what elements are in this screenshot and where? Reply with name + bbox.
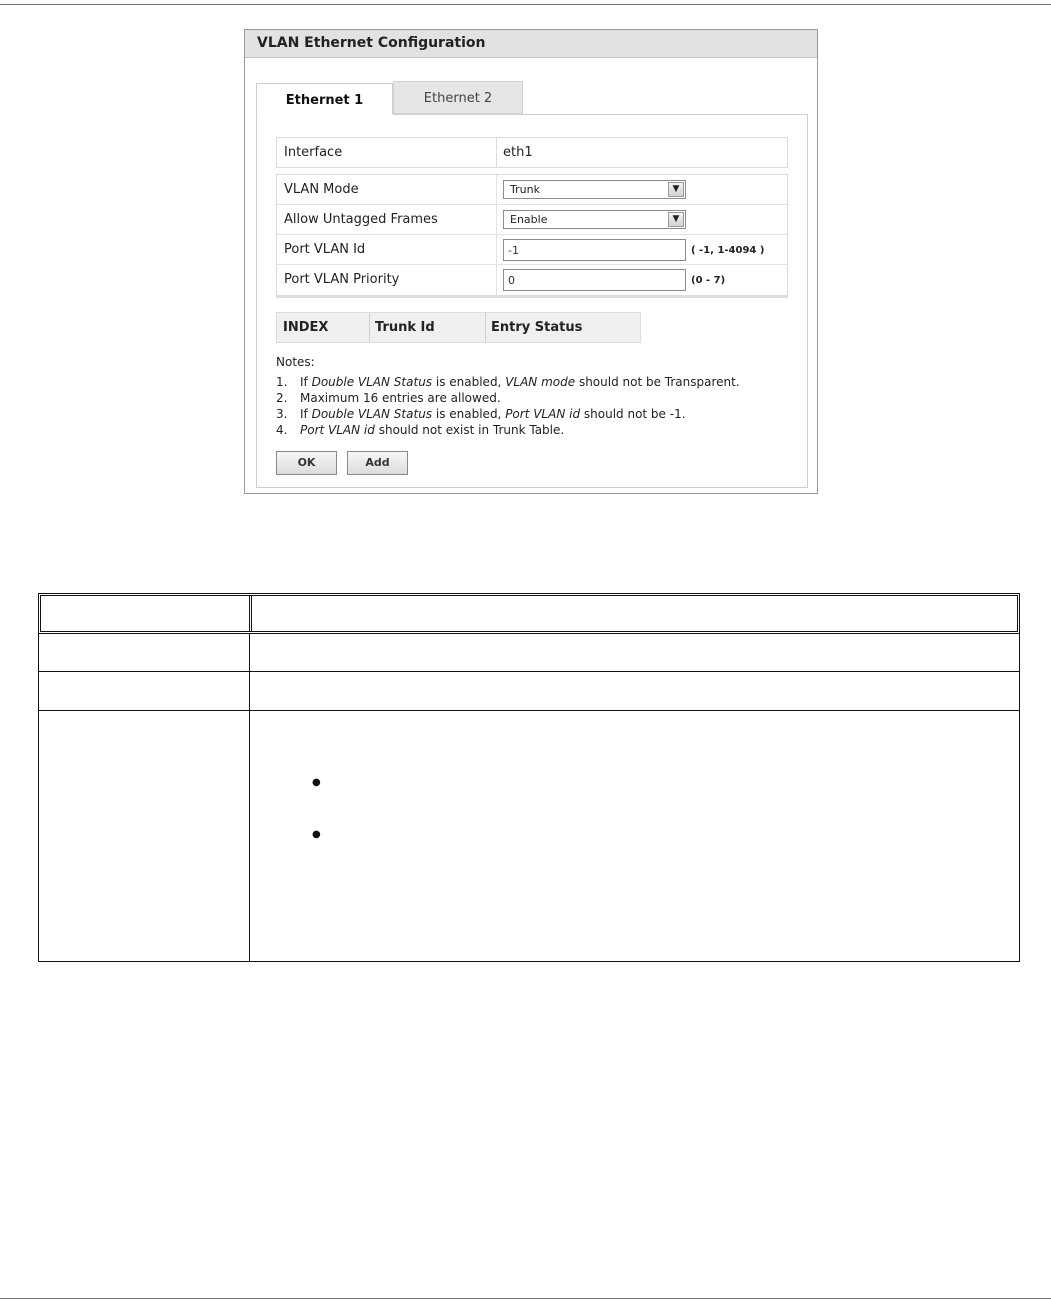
port-vlan-id-input[interactable] (503, 239, 686, 261)
note-number: 3. (276, 407, 288, 421)
page-bottom-rule (0, 1298, 1051, 1299)
column-header-trunk-id: Trunk Id (375, 320, 435, 335)
note-text: should not be -1. (580, 407, 686, 421)
note-text: Maximum 16 entries are allowed. (300, 391, 501, 405)
vlan-config-table (276, 174, 788, 298)
note-text: is enabled, (432, 375, 506, 389)
tab-ethernet-1[interactable]: Ethernet 1 (256, 83, 393, 115)
row-divider (39, 710, 1019, 711)
note-item-3 (276, 406, 740, 422)
ok-button[interactable]: OK (276, 451, 337, 475)
panel-title: VLAN Ethernet Configuration (245, 30, 817, 58)
row-divider (39, 671, 1019, 672)
column-divider (496, 138, 497, 167)
vlan-mode-row (277, 175, 787, 205)
column-divider (496, 265, 497, 295)
column-divider (485, 313, 486, 342)
port-vlan-priority-row (277, 265, 787, 295)
column-divider (496, 235, 497, 265)
note-item-1 (276, 374, 740, 390)
note-emphasis: Double VLAN Status (311, 375, 433, 389)
allow-untagged-label: Allow Untagged Frames (284, 212, 438, 227)
notes-section (276, 354, 740, 438)
port-vlan-id-label: Port VLAN Id (284, 242, 366, 257)
note-number: 2. (276, 391, 288, 405)
note-item-2 (276, 390, 740, 406)
note-text: should not be Transparent. (575, 375, 740, 389)
note-emphasis: Port VLAN id (505, 407, 581, 421)
port-vlan-id-range-hint: ( -1, 1-4094 ) (691, 245, 765, 256)
chevron-down-icon[interactable]: ▼ (668, 212, 684, 227)
column-divider (496, 205, 497, 235)
description-table (38, 593, 1020, 962)
port-vlan-priority-label: Port VLAN Priority (284, 272, 400, 287)
table-header-row (38, 593, 1020, 634)
interface-value: eth1 (503, 145, 533, 160)
note-text: If (300, 407, 312, 421)
note-number: 1. (276, 375, 288, 389)
note-text: should not exist in Trunk Table. (374, 423, 565, 437)
note-number: 4. (276, 423, 288, 437)
column-divider (249, 596, 252, 631)
column-divider (249, 634, 250, 962)
vlan-mode-value: Trunk (510, 183, 540, 196)
allow-untagged-select[interactable] (503, 210, 686, 229)
add-button[interactable]: Add (347, 451, 408, 475)
tab-ethernet-2[interactable]: Ethernet 2 (393, 81, 523, 114)
column-divider (369, 313, 370, 342)
interface-row (276, 137, 788, 168)
note-emphasis: Port VLAN id (300, 423, 375, 437)
port-vlan-id-row (277, 235, 787, 265)
column-header-entry-status: Entry Status (491, 320, 583, 335)
note-emphasis: Double VLAN Status (311, 407, 433, 421)
interface-label: Interface (284, 145, 343, 160)
notes-title: Notes: (276, 355, 315, 369)
column-divider (496, 175, 497, 205)
allow-untagged-value: Enable (510, 213, 548, 226)
bullet-icon: ● (312, 777, 321, 788)
table-body (38, 634, 1020, 962)
vlan-mode-label: VLAN Mode (284, 182, 359, 197)
bullet-icon: ● (312, 829, 321, 840)
note-item-4 (276, 422, 740, 438)
chevron-down-icon[interactable]: ▼ (668, 182, 684, 197)
column-header-index: INDEX (283, 320, 329, 335)
vlan-mode-select[interactable] (503, 180, 686, 199)
allow-untagged-row (277, 205, 787, 235)
note-text: If (300, 375, 312, 389)
port-vlan-priority-range-hint: (0 - 7) (691, 275, 726, 286)
note-emphasis: VLAN mode (505, 375, 576, 389)
trunk-table-header (276, 312, 641, 343)
page-top-rule (0, 4, 1051, 5)
note-text: is enabled, (432, 407, 506, 421)
port-vlan-priority-input[interactable] (503, 269, 686, 291)
vlan-ethernet-config-panel (244, 29, 818, 494)
